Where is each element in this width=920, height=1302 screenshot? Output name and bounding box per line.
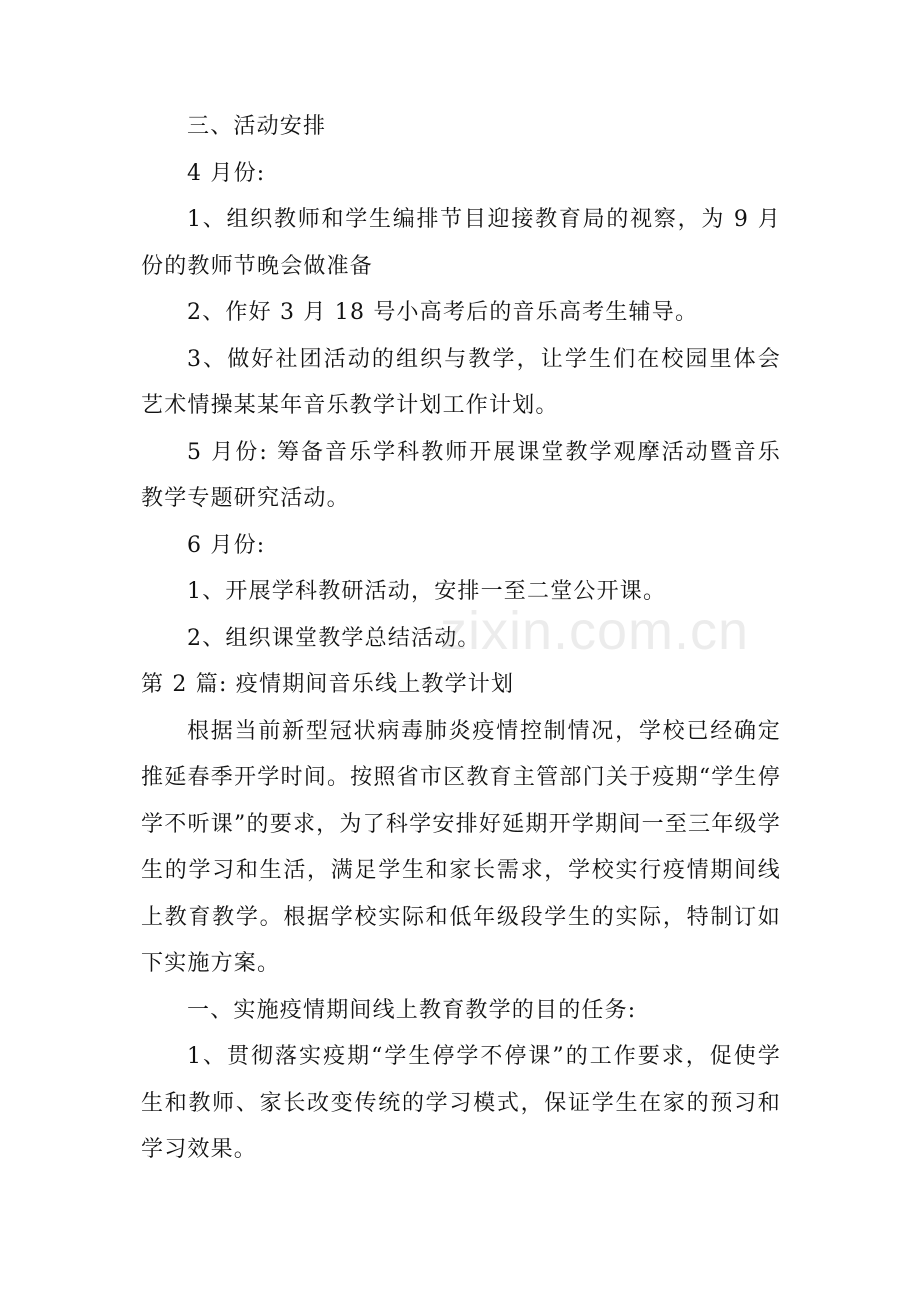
april-item-2: 2、作好 3 月 18 号小高考后的音乐高考生辅导。: [187, 300, 699, 325]
month-june-label: 6 月份:: [187, 532, 266, 558]
document-body: [141, 104, 781, 1174]
month-may-paragraph: 5 月份: 筹备音乐学科教师开展课堂教学观摩活动暨音乐教学专题研究活动。: [141, 439, 781, 511]
watermark: zixin.com.cn: [440, 601, 750, 661]
month-april-label: 4 月份:: [187, 160, 266, 186]
june-item-1: 1、开展学科教研活动，安排一至二堂公开课。: [187, 579, 667, 604]
june-item-2: 2、组织课堂教学总结活动。: [187, 625, 481, 651]
goals-item-1: 1、贯彻落实疫期“学生停学不停课”的工作要求，促使学生和教师、家长改变传统的学习模式，保证学生在家的预习和学习效果。: [141, 1044, 781, 1162]
april-item-3: 3、做好社团活动的组织与教学，让学生们在校园里体会艺术情操某某年音乐教学计划工作计划。: [141, 346, 781, 418]
article-2-title: 第 2 篇: 疫情期间音乐线上教学计划: [141, 672, 515, 697]
intro-paragraph: 根据当前新型冠状病毒肺炎疫情控制情况，学校已经确定推延春季开学时间。按照省市区教育主管部门关于疫期“学生停学不听课”的要求，为了科学安排好延期开学期间一至三年级学生的学习和生活，满足学生和家长需求，学校实行疫情期间线上教育教学。根据学校实际和低年级段学生的实际，特制订如下实施方案。: [141, 718, 781, 976]
april-item-1: 1、组织教师和学生编排节目迎接教育局的视察，为 9 月份的教师节晚会做准备: [141, 207, 781, 279]
section-heading-activity-arrangement: 三、活动安排: [187, 114, 327, 139]
section-heading-goals: 一、实施疫情期间线上教育教学的目的任务:: [187, 997, 637, 1023]
